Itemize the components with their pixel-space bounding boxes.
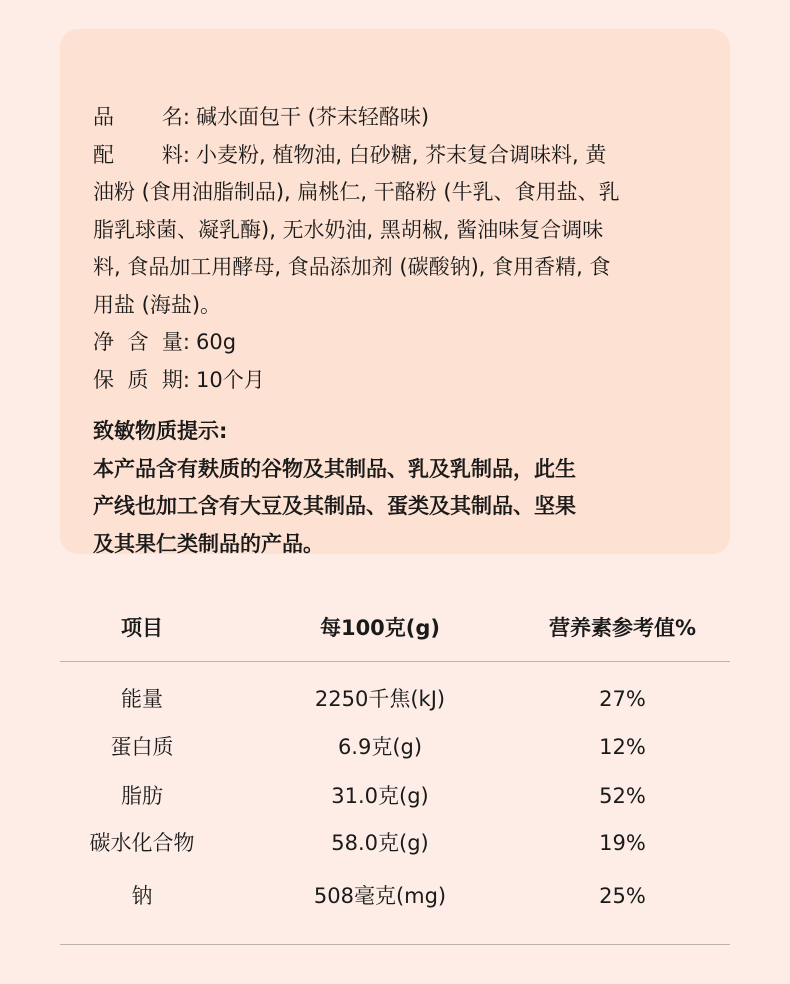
- net-content-value: 60g: [196, 330, 237, 354]
- table-row: [0, 823, 790, 863]
- table-row: [0, 727, 790, 767]
- cell-item: 蛋白质: [110, 735, 174, 759]
- cell-nrv: 12%: [599, 735, 646, 759]
- label-colon: :: [182, 142, 190, 167]
- ingredients-row: [93, 137, 730, 175]
- table-row: [0, 776, 790, 816]
- table-header-row: [0, 608, 790, 648]
- cell-per100: 508毫克(mg): [313, 884, 447, 908]
- header-nrv: 营养素参考值%: [548, 616, 697, 640]
- ingredients-line: 料, 食品加工用酵母, 食品添加剂 (碳酸钠), 食用香精, 食: [93, 255, 611, 279]
- label-char: 品: [93, 105, 114, 129]
- cell-item: 脂肪: [121, 784, 163, 808]
- product-info-card: [60, 29, 730, 554]
- ingredients-line: 油粉 (食用油脂制品), 扁桃仁, 干酪粉 (牛乳、食用盐、乳: [93, 180, 620, 204]
- ingredients-line: 小麦粉, 植物油, 白砂糖, 芥末复合调味料, 黄: [196, 142, 607, 167]
- cell-item: 能量: [121, 687, 163, 711]
- allergen-line: 产线也加工含有大豆及其制品、蛋类及其制品、坚果: [93, 494, 576, 518]
- product-name-label: [93, 99, 190, 137]
- allergen-title: 致敏物质提示:: [93, 419, 228, 443]
- cell-nrv: 52%: [599, 784, 646, 808]
- cell-nrv: 19%: [599, 831, 646, 855]
- cell-item: 钠: [131, 884, 153, 908]
- net-content-label: [93, 324, 190, 362]
- cell-per100: 6.9克(g): [337, 735, 423, 759]
- net-content-row: [93, 324, 730, 362]
- shelf-life-row: [93, 362, 730, 400]
- product-name-row: [93, 99, 730, 137]
- header-per100: 每100克(g): [319, 616, 441, 640]
- ingredients-line: 用盐 (海盐)。: [93, 292, 222, 317]
- shelf-life-label: [93, 362, 190, 400]
- cell-per100: 2250千焦(kJ): [314, 687, 446, 711]
- cell-per100: 58.0克(g): [331, 831, 429, 855]
- label-char: 期: [161, 367, 183, 392]
- cell-item: 碳水化合物: [89, 831, 195, 855]
- label-char: 净: [93, 330, 114, 354]
- label-char: 含: [127, 330, 149, 354]
- label-colon: :: [182, 330, 190, 354]
- table-top-divider: [60, 661, 730, 662]
- label-char: 保: [93, 367, 114, 392]
- shelf-life-value: 10个月: [196, 367, 265, 392]
- label-colon: :: [182, 367, 190, 392]
- label-char: 名: [161, 105, 183, 129]
- label-char: 质: [127, 367, 149, 392]
- table-bottom-divider: [60, 944, 730, 945]
- cell-per100: 31.0克(g): [331, 784, 429, 808]
- label-colon: :: [182, 105, 190, 129]
- cell-nrv: 25%: [599, 884, 646, 908]
- ingredients-line: 脂乳球菌、凝乳酶), 无水奶油, 黑胡椒, 酱油味复合调味: [93, 217, 604, 242]
- ingredients-label: [93, 137, 190, 175]
- table-row: [0, 679, 790, 719]
- table-row: [0, 876, 790, 916]
- header-item: 项目: [121, 616, 163, 640]
- allergen-line: 本产品含有麸质的谷物及其制品、乳及乳制品，此生: [93, 456, 576, 481]
- product-name-value: 碱水面包干 (芥末轻酪味): [196, 105, 430, 129]
- label-char: 配: [93, 142, 114, 167]
- label-char: 量: [161, 330, 183, 354]
- label-char: 料: [161, 142, 183, 167]
- allergen-line: 及其果仁类制品的产品。: [93, 531, 324, 556]
- cell-nrv: 27%: [599, 687, 646, 711]
